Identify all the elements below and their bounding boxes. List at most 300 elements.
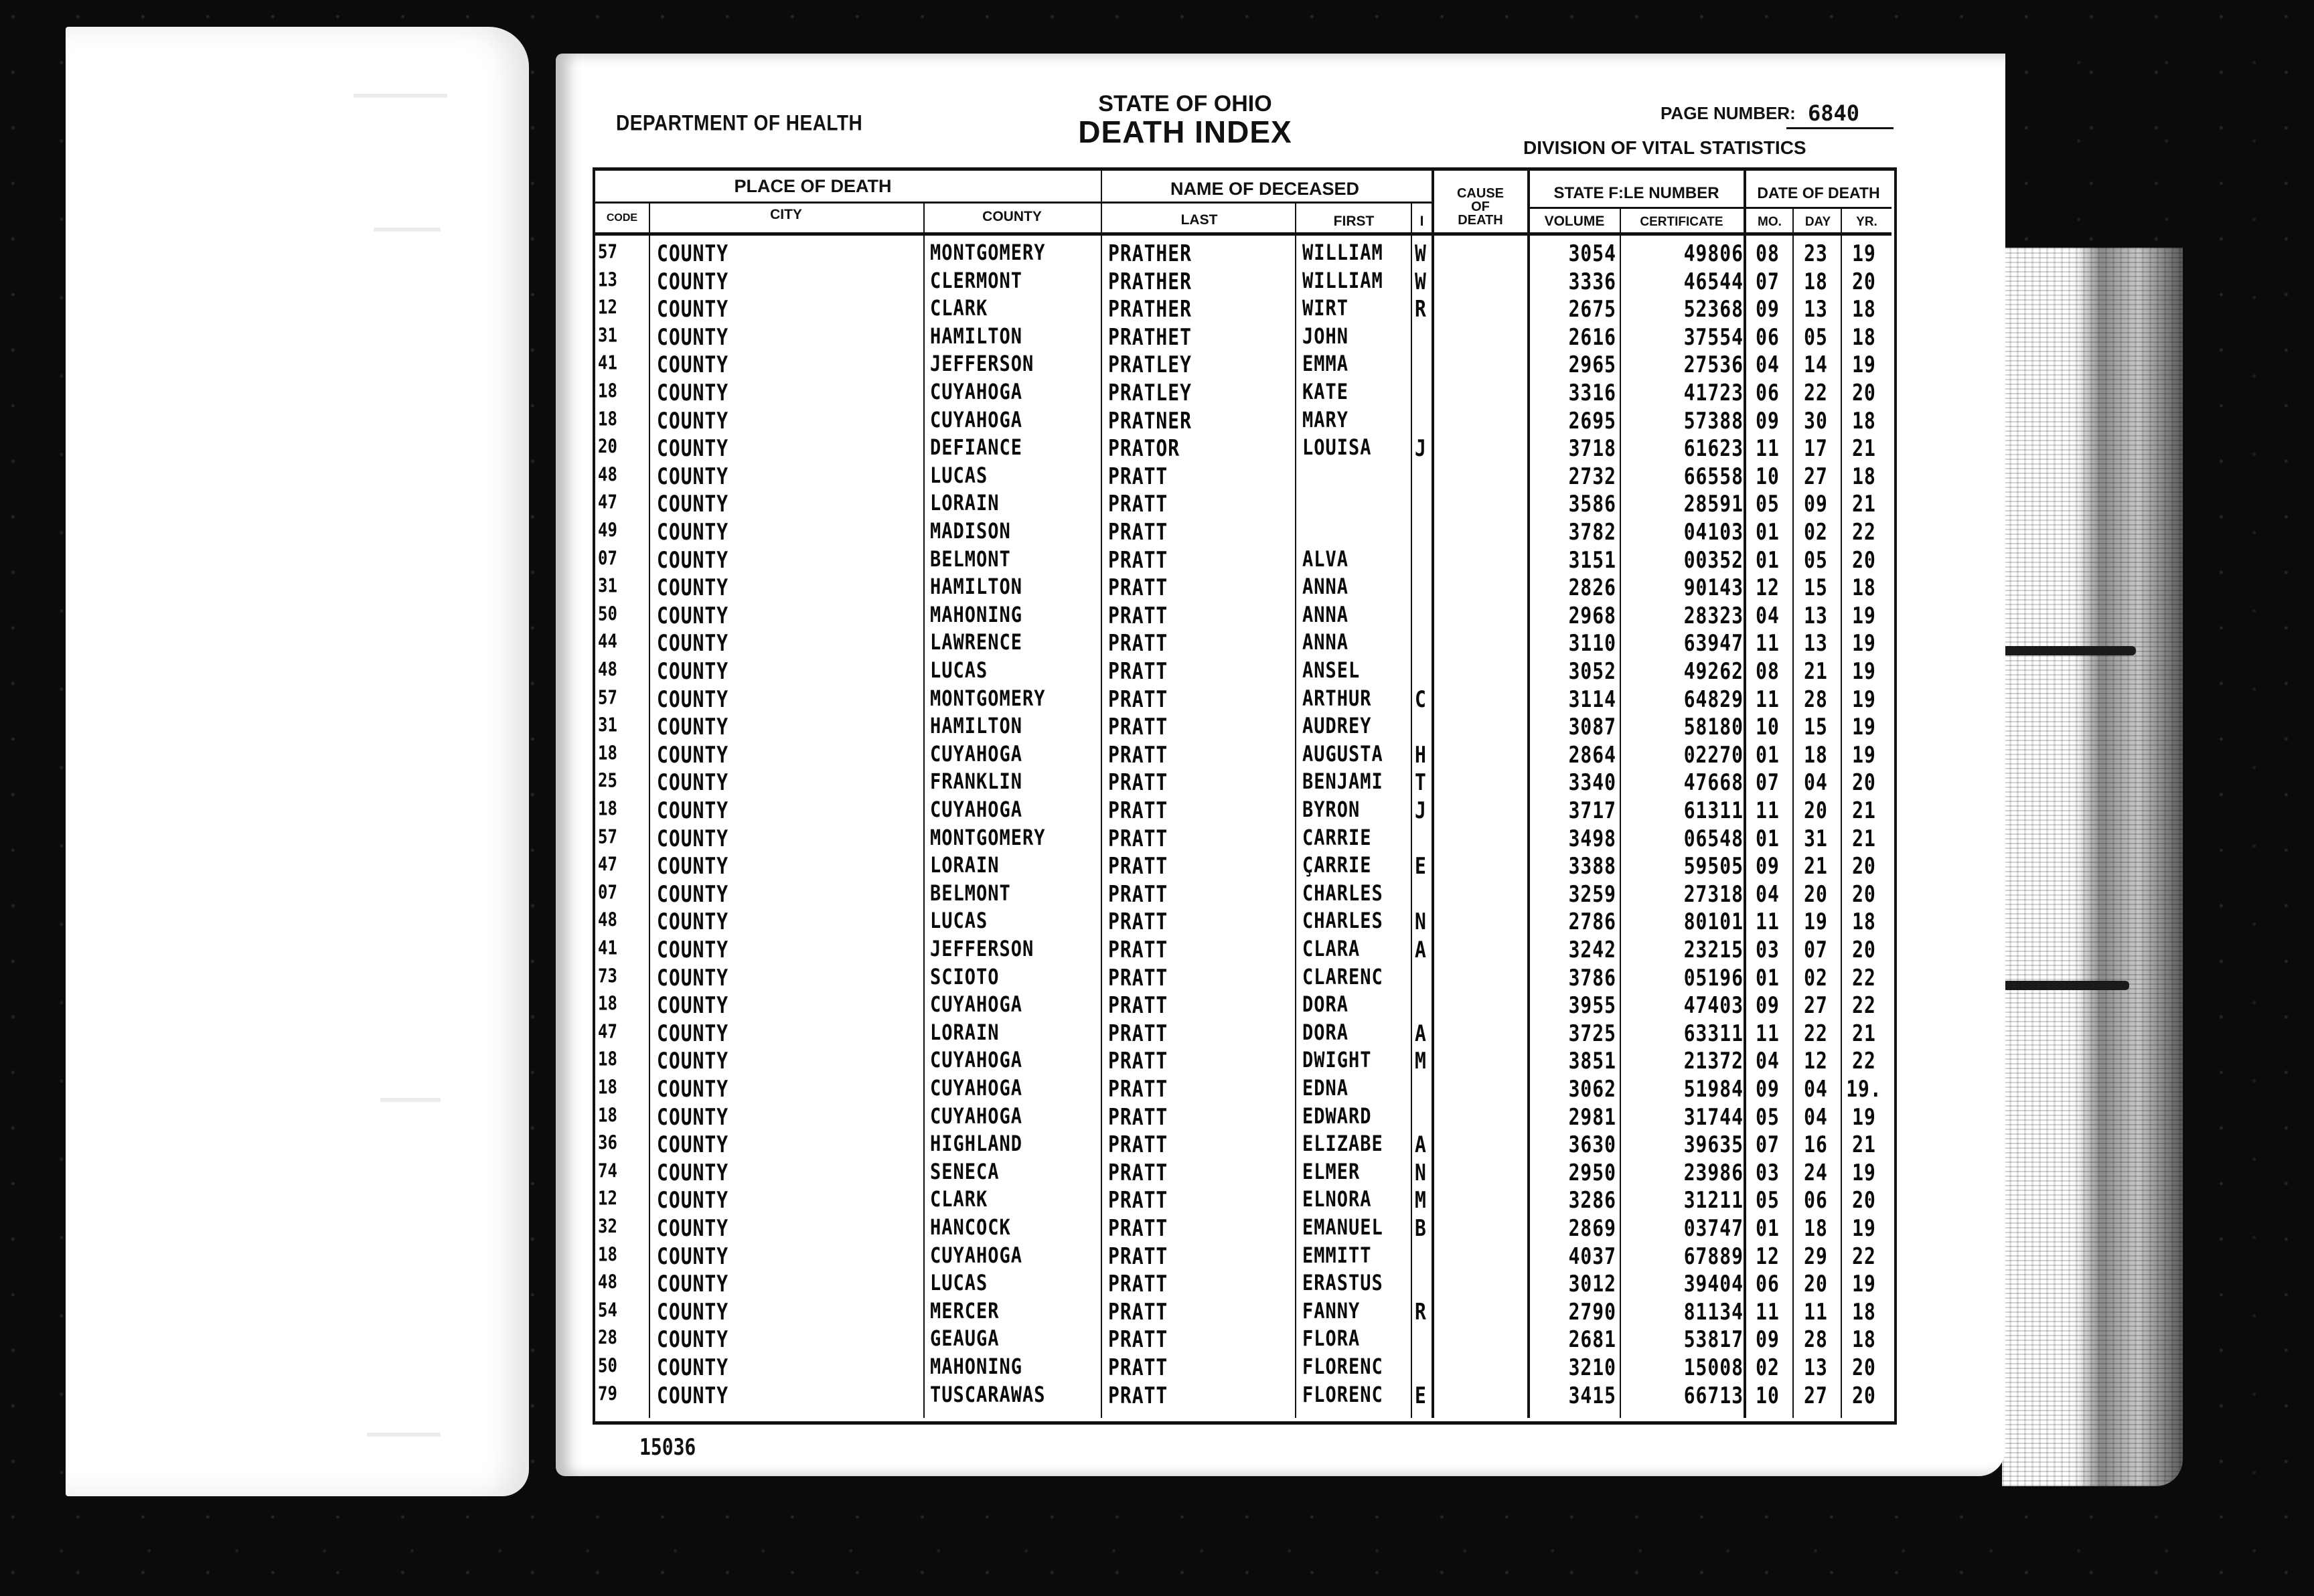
cell-volume: 3340 [1568, 769, 1616, 796]
cell-year: 18 [1852, 407, 1876, 434]
cell-day: 30 [1804, 407, 1828, 434]
cell-year: 19 [1852, 714, 1876, 740]
table-row [595, 849, 1894, 880]
cell-city: COUNTY [657, 1215, 729, 1242]
cell-first-name: ARTHUR [1302, 686, 1372, 711]
table-row [595, 431, 1894, 462]
cell-middle-initial: R [1415, 1298, 1427, 1326]
table-row [595, 320, 1894, 351]
table-row [595, 459, 1894, 490]
cell-code: 13 [598, 268, 617, 291]
cell-city: COUNTY [657, 519, 729, 546]
cell-certificate: 53817 [1683, 1326, 1744, 1353]
cell-city: COUNTY [657, 268, 729, 295]
cell-month: 11 [1756, 1020, 1780, 1047]
cell-volume: 2950 [1568, 1159, 1616, 1186]
cell-year: 18 [1852, 296, 1876, 323]
cell-last-name: PRATT [1108, 1103, 1168, 1131]
table-row [595, 236, 1894, 267]
cell-year: 22 [1852, 1048, 1876, 1074]
cell-first-name: EDNA [1302, 1076, 1349, 1101]
cell-volume: 3388 [1568, 853, 1616, 880]
cell-certificate: 39635 [1683, 1131, 1744, 1158]
cell-certificate: 67889 [1683, 1243, 1744, 1270]
cell-first-name: BENJAMI [1302, 769, 1383, 795]
cell-volume: 2732 [1568, 463, 1616, 490]
cell-certificate: 23986 [1683, 1159, 1744, 1186]
table-row [595, 1322, 1894, 1353]
cell-certificate: 66713 [1683, 1382, 1744, 1409]
cell-volume: 2981 [1568, 1103, 1616, 1131]
cell-code: 31 [598, 574, 617, 597]
cell-county: FRANKLIN [930, 769, 1023, 795]
cell-year: 21 [1852, 1020, 1876, 1047]
header-divider [595, 202, 1432, 204]
cell-month: 02 [1756, 1354, 1780, 1381]
column-header-year: YR. [1856, 215, 1877, 229]
cell-certificate: 46544 [1683, 268, 1744, 295]
cell-volume: 2786 [1568, 908, 1616, 935]
cell-county: HAMILTON [930, 323, 1023, 349]
cell-last-name: PRATT [1108, 1048, 1168, 1074]
cell-first-name: CHARLES [1302, 908, 1383, 934]
cell-code: 31 [598, 714, 617, 736]
cell-year: 22 [1852, 992, 1876, 1019]
cell-middle-initial: T [1415, 769, 1427, 796]
column-header-certificate: CERTIFICATE [1640, 215, 1723, 229]
cell-code: 12 [598, 1187, 617, 1210]
cell-day: 20 [1804, 1271, 1828, 1297]
cell-certificate: 63311 [1683, 1020, 1744, 1047]
cell-county: CUYAHOGA [930, 407, 1023, 432]
cell-year: 19 [1852, 1159, 1876, 1186]
cell-day: 06 [1804, 1187, 1828, 1214]
cell-day: 17 [1804, 435, 1828, 462]
cell-first-name: ELMER [1302, 1159, 1361, 1184]
cell-month: 11 [1756, 1298, 1780, 1326]
cell-last-name: PRATT [1108, 714, 1168, 740]
cell-year: 21 [1852, 435, 1876, 462]
column-header-last: LAST [1180, 212, 1218, 228]
table-row [595, 738, 1894, 769]
cell-last-name: PRATHER [1108, 240, 1192, 267]
page-number: 6840 [1808, 100, 1860, 126]
cell-city: COUNTY [657, 1243, 729, 1270]
cell-volume: 3012 [1568, 1271, 1616, 1297]
cell-month: 06 [1756, 323, 1780, 351]
cell-certificate: 04103 [1683, 519, 1744, 546]
cell-city: COUNTY [657, 853, 729, 880]
cell-last-name: PRATT [1108, 853, 1168, 880]
cell-volume: 3415 [1568, 1382, 1616, 1409]
cell-last-name: PRATT [1108, 491, 1168, 517]
cell-code: 54 [598, 1298, 617, 1322]
cell-last-name: PRATHER [1108, 296, 1192, 323]
cell-county: MERCER [930, 1298, 1000, 1324]
cell-code: 18 [598, 1048, 617, 1070]
cell-volume: 3087 [1568, 714, 1616, 740]
cell-first-name: AUGUSTA [1302, 741, 1383, 767]
cell-middle-initial: N [1415, 1159, 1427, 1186]
cell-middle-initial: A [1415, 937, 1427, 963]
cell-certificate: 63947 [1683, 630, 1744, 657]
table-row [595, 877, 1894, 908]
cell-last-name: PRATT [1108, 1326, 1168, 1353]
cell-city: COUNTY [657, 964, 729, 991]
cell-certificate: 49262 [1683, 658, 1744, 685]
cell-city: COUNTY [657, 435, 729, 462]
cell-year: 19 [1852, 630, 1876, 657]
table-row [595, 264, 1894, 293]
table-row [595, 710, 1894, 738]
cell-volume: 3286 [1568, 1187, 1616, 1214]
cell-certificate: 47403 [1683, 992, 1744, 1019]
cell-code: 36 [598, 1131, 617, 1154]
cell-month: 10 [1756, 463, 1780, 490]
cell-first-name: ERASTUS [1302, 1271, 1383, 1296]
cell-volume: 3052 [1568, 658, 1616, 685]
cell-first-name: WILLIAM [1302, 240, 1383, 266]
cell-county: CUYAHOGA [930, 380, 1023, 405]
cell-certificate: 81134 [1683, 1298, 1744, 1326]
cell-first-name: JOHN [1302, 323, 1349, 349]
cell-first-name: ANNA [1302, 602, 1349, 627]
cell-city: COUNTY [657, 574, 729, 601]
cell-volume: 3242 [1568, 937, 1616, 963]
ghost-mark [374, 228, 441, 232]
cell-last-name: PRATLEY [1108, 380, 1192, 406]
cell-year: 20 [1852, 1354, 1876, 1381]
column-header-county: COUNTY [982, 209, 1042, 224]
cell-volume: 3786 [1568, 964, 1616, 991]
cell-county: CUYAHOGA [930, 797, 1023, 823]
cell-volume: 3586 [1568, 491, 1616, 517]
cell-code: 48 [598, 908, 617, 931]
cell-county: LUCAS [930, 463, 988, 488]
table-row [595, 933, 1894, 961]
cell-county: CLARK [930, 1187, 988, 1212]
cell-city: COUNTY [657, 407, 729, 434]
cell-code: 07 [598, 880, 617, 904]
cell-middle-initial: R [1415, 296, 1427, 323]
cell-last-name: PRATT [1108, 1243, 1168, 1270]
cell-last-name: PRATT [1108, 908, 1168, 935]
cell-last-name: PRATT [1108, 630, 1168, 657]
cell-code: 41 [598, 351, 617, 374]
cell-month: 11 [1756, 797, 1780, 824]
column-header-first: FIRST [1333, 214, 1375, 229]
group-header-file-number: STATE F:LE NUMBER [1553, 184, 1719, 202]
cell-month: 11 [1756, 686, 1780, 713]
header-cause-line3: DEATH [1458, 213, 1503, 228]
cell-first-name: CHARLES [1302, 880, 1383, 906]
cell-code: 18 [598, 741, 617, 765]
cell-city: COUNTY [657, 1076, 729, 1103]
cell-first-name: EDWARD [1302, 1103, 1372, 1129]
cell-volume: 2864 [1568, 741, 1616, 769]
cell-month: 11 [1756, 908, 1780, 935]
table-row [595, 1127, 1894, 1158]
cell-last-name: PRATT [1108, 964, 1168, 991]
table-row [595, 404, 1894, 432]
table-row [595, 765, 1894, 796]
table-row [595, 376, 1894, 404]
cell-day: 05 [1804, 546, 1828, 574]
cell-volume: 3210 [1568, 1354, 1616, 1381]
cell-year: 18 [1852, 1298, 1876, 1326]
cell-first-name: DORA [1302, 992, 1349, 1018]
cell-year: 19 [1852, 351, 1876, 378]
cell-code: 48 [598, 463, 617, 486]
cell-month: 03 [1756, 1159, 1780, 1186]
department-label: DEPARTMENT OF HEALTH [616, 110, 863, 135]
cell-county: MONTGOMERY [930, 686, 1046, 711]
cell-year: 19 [1852, 1271, 1876, 1297]
table-row [595, 1350, 1894, 1381]
cell-last-name: PRATT [1108, 880, 1168, 908]
cell-middle-initial: H [1415, 741, 1427, 769]
cell-day: 27 [1804, 1382, 1828, 1409]
cell-certificate: 64829 [1683, 686, 1744, 713]
cell-middle-initial: A [1415, 1020, 1427, 1047]
cell-year: 19 [1852, 602, 1876, 629]
cell-first-name: CLARENC [1302, 964, 1383, 989]
cell-year: 21 [1852, 1131, 1876, 1158]
cell-city: COUNTY [657, 463, 729, 490]
cell-day: 27 [1804, 463, 1828, 490]
cell-certificate: 31744 [1683, 1103, 1744, 1131]
cell-year: 18 [1852, 908, 1876, 935]
cell-certificate: 28591 [1683, 491, 1744, 517]
cell-volume: 2616 [1568, 323, 1616, 351]
cell-day: 21 [1804, 658, 1828, 685]
cell-code: 48 [598, 1271, 617, 1293]
cell-last-name: PRATT [1108, 1131, 1168, 1158]
cell-certificate: 15008 [1683, 1354, 1744, 1381]
cell-year: 18 [1852, 323, 1876, 351]
cell-first-name: ANSEL [1302, 658, 1361, 684]
cell-volume: 3782 [1568, 519, 1616, 546]
left-page [66, 27, 529, 1496]
cell-day: 18 [1804, 741, 1828, 769]
cell-first-name: ANNA [1302, 630, 1349, 655]
cell-last-name: PRATT [1108, 1076, 1168, 1103]
cell-middle-initial: C [1415, 686, 1427, 713]
cell-last-name: PRATT [1108, 463, 1168, 490]
header-bottom-rule [595, 232, 1892, 236]
cell-middle-initial: W [1415, 268, 1427, 295]
ghost-mark [380, 1098, 441, 1102]
cell-first-name: ÇARRIE [1302, 853, 1372, 878]
cell-month: 01 [1756, 546, 1780, 574]
cell-day: 07 [1804, 937, 1828, 963]
group-header-name: NAME OF DECEASED [1170, 179, 1360, 199]
cell-city: COUNTY [657, 908, 729, 935]
table-row [595, 1016, 1894, 1047]
cell-year: 19 [1852, 240, 1876, 267]
cell-first-name: DORA [1302, 1020, 1349, 1045]
cell-volume: 3955 [1568, 992, 1616, 1019]
cell-county: CUYAHOGA [930, 741, 1023, 767]
column-header-code: CODE [606, 212, 638, 224]
cell-middle-initial: J [1415, 435, 1427, 462]
cell-city: COUNTY [657, 1103, 729, 1131]
cell-first-name: EMMITT [1302, 1243, 1372, 1268]
cell-middle-initial: A [1415, 1131, 1427, 1158]
table-row [595, 793, 1894, 824]
cell-certificate: 49806 [1683, 240, 1744, 267]
cell-month: 04 [1756, 880, 1780, 908]
cell-year: 20 [1852, 1187, 1876, 1214]
header-cause-line1: CAUSE [1456, 186, 1504, 201]
cell-month: 12 [1756, 1243, 1780, 1270]
cell-month: 01 [1756, 825, 1780, 852]
cell-year: 22 [1852, 1243, 1876, 1270]
cell-county: JEFFERSON [930, 351, 1034, 377]
cell-day: 18 [1804, 1215, 1828, 1242]
cell-middle-initial: M [1415, 1187, 1427, 1214]
cell-county: HAMILTON [930, 714, 1023, 739]
cell-first-name: DWIGHT [1302, 1048, 1372, 1073]
page-title: DEATH INDEX [1078, 114, 1292, 149]
cell-city: COUNTY [657, 1354, 729, 1381]
cell-county: DEFIANCE [930, 435, 1023, 461]
cell-month: 09 [1756, 1326, 1780, 1353]
cell-city: COUNTY [657, 686, 729, 713]
cell-code: 79 [598, 1382, 617, 1405]
cell-day: 13 [1804, 296, 1828, 323]
cell-last-name: PRATT [1108, 1271, 1168, 1297]
cell-first-name: EMMA [1302, 351, 1349, 377]
table-row [595, 1100, 1894, 1131]
cell-month: 06 [1756, 380, 1780, 406]
cell-city: COUNTY [657, 546, 729, 574]
table-row [595, 821, 1894, 850]
cell-day: 22 [1804, 1020, 1828, 1047]
cell-middle-initial: E [1415, 853, 1427, 880]
cell-day: 31 [1804, 825, 1828, 852]
cell-first-name: ANNA [1302, 574, 1349, 600]
cell-volume: 2869 [1568, 1215, 1616, 1242]
cell-day: 28 [1804, 686, 1828, 713]
cell-volume: 2968 [1568, 602, 1616, 629]
cell-city: COUNTY [657, 602, 729, 629]
cell-county: CLARK [930, 296, 988, 321]
cell-certificate: 59505 [1683, 853, 1744, 880]
cell-certificate: 58180 [1683, 714, 1744, 740]
cell-month: 05 [1756, 1187, 1780, 1214]
cell-year: 22 [1852, 519, 1876, 546]
table-row [595, 904, 1894, 933]
cell-first-name: KATE [1302, 380, 1349, 405]
cell-last-name: PRATNER [1108, 407, 1192, 434]
cell-month: 01 [1756, 964, 1780, 991]
cell-year: 18 [1852, 463, 1876, 490]
cell-code: 18 [598, 1076, 617, 1099]
cell-volume: 3498 [1568, 825, 1616, 852]
cell-last-name: PRATHER [1108, 268, 1192, 295]
table-row [595, 292, 1894, 323]
cell-year: 20 [1852, 769, 1876, 796]
table-row [595, 1155, 1894, 1184]
cell-month: 07 [1756, 769, 1780, 796]
cell-month: 10 [1756, 714, 1780, 740]
cell-last-name: PRATT [1108, 574, 1168, 601]
cell-certificate: 02270 [1683, 741, 1744, 769]
cell-first-name: ELIZABE [1302, 1131, 1383, 1157]
cell-certificate: 47668 [1683, 769, 1744, 796]
cell-day: 20 [1804, 880, 1828, 908]
cell-year: 20 [1852, 380, 1876, 406]
cell-month: 05 [1756, 1103, 1780, 1131]
cell-county: GEAUGA [930, 1326, 1000, 1352]
cell-certificate: 52368 [1683, 296, 1744, 323]
cell-city: COUNTY [657, 296, 729, 323]
cell-month: 07 [1756, 268, 1780, 295]
adjacent-page-edge [2002, 248, 2183, 1486]
cell-month: 07 [1756, 1131, 1780, 1158]
cell-day: 19 [1804, 908, 1828, 935]
table-row [595, 1267, 1894, 1295]
table-row [595, 682, 1894, 713]
death-index-table [593, 167, 1897, 1425]
cell-city: COUNTY [657, 323, 729, 351]
cell-day: 18 [1804, 268, 1828, 295]
cell-code: 44 [598, 630, 617, 653]
cell-city: COUNTY [657, 1271, 729, 1297]
cell-first-name: FANNY [1302, 1298, 1361, 1324]
cell-certificate: 41723 [1683, 380, 1744, 406]
cell-volume: 3110 [1568, 630, 1616, 657]
cell-year: 18 [1852, 574, 1876, 601]
cell-code: 50 [598, 1354, 617, 1377]
cell-last-name: PRATT [1108, 686, 1168, 713]
cell-day: 13 [1804, 630, 1828, 657]
cell-day: 02 [1804, 519, 1828, 546]
cell-month: 11 [1756, 630, 1780, 657]
cell-middle-initial: B [1415, 1215, 1427, 1242]
cell-city: COUNTY [657, 1020, 729, 1047]
table-row [595, 1183, 1894, 1214]
cell-day: 24 [1804, 1159, 1828, 1186]
column-header-city: CITY [770, 207, 802, 222]
cell-county: HIGHLAND [930, 1131, 1023, 1157]
cell-month: 10 [1756, 1382, 1780, 1409]
cell-last-name: PRATT [1108, 1187, 1168, 1214]
cell-volume: 3062 [1568, 1076, 1616, 1103]
cell-county: CUYAHOGA [930, 1243, 1023, 1268]
cell-city: COUNTY [657, 491, 729, 517]
cell-city: COUNTY [657, 741, 729, 769]
cell-volume: 3630 [1568, 1131, 1616, 1158]
cell-code: 48 [598, 658, 617, 681]
cell-city: COUNTY [657, 937, 729, 963]
cell-county: LUCAS [930, 1271, 988, 1296]
cell-county: LAWRENCE [930, 630, 1023, 655]
cell-last-name: PRATT [1108, 658, 1168, 685]
cell-certificate: 00352 [1683, 546, 1744, 574]
cell-first-name: FLORA [1302, 1326, 1361, 1352]
cell-county: MADISON [930, 519, 1011, 544]
cell-day: 22 [1804, 380, 1828, 406]
cell-certificate: 23215 [1683, 937, 1744, 963]
cell-year: 20 [1852, 853, 1876, 880]
cell-first-name: MARY [1302, 407, 1349, 432]
table-row [595, 1239, 1894, 1270]
cell-year: 22 [1852, 964, 1876, 991]
cell-code: 28 [598, 1326, 617, 1349]
cell-last-name: PRATT [1108, 602, 1168, 629]
